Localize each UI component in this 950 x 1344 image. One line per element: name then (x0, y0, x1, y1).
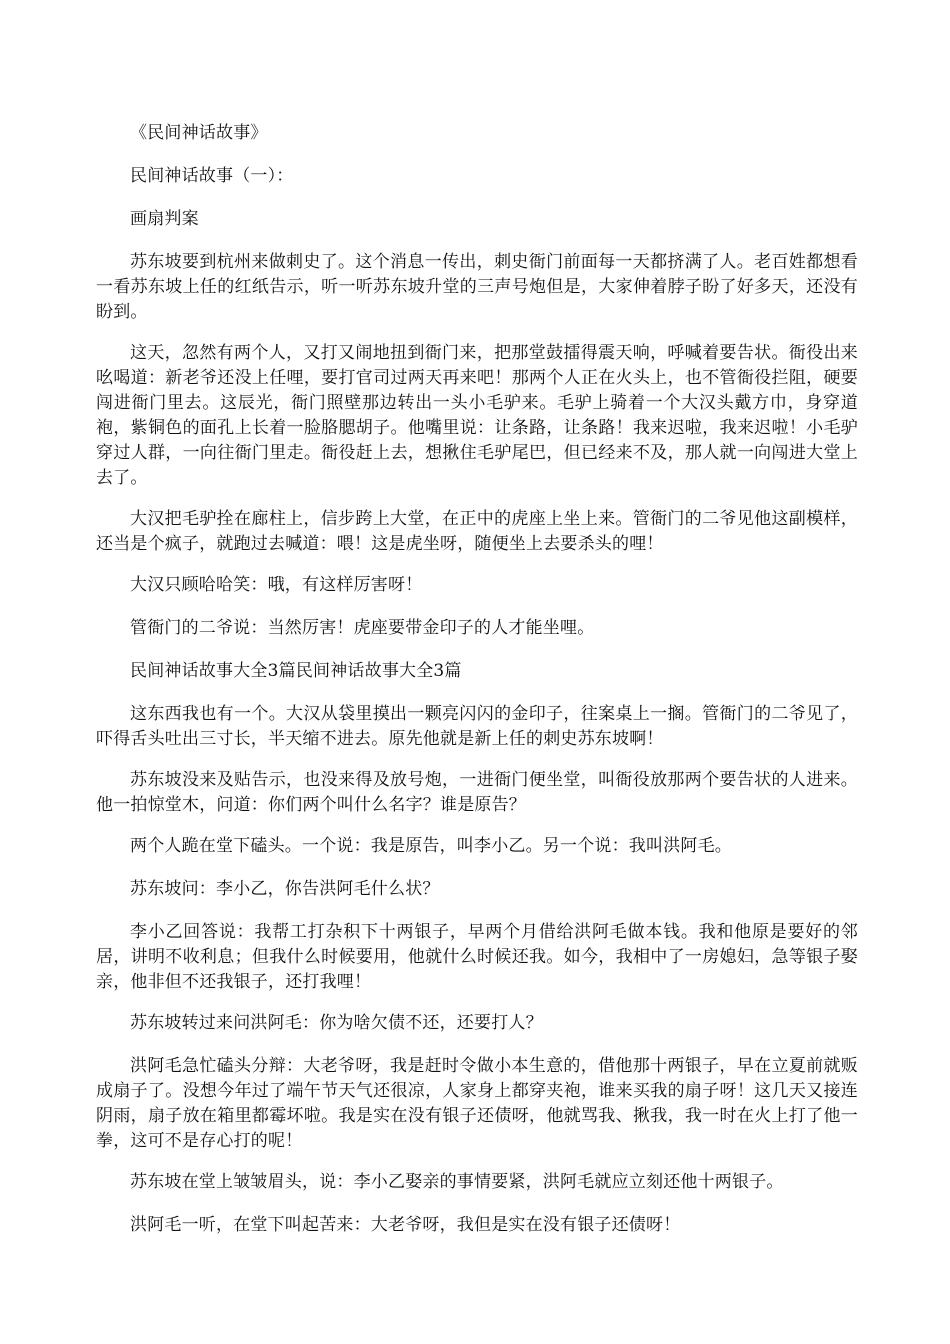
body-paragraph: 两个人跪在堂下磕头。一个说：我是原告，叫李小乙。另一个说：我叫洪阿毛。 (130, 836, 732, 856)
body-paragraph: 苏东坡问：李小乙，你告洪阿毛什么状？ (130, 879, 440, 899)
body-paragraph: 李小乙回答说：我帮工打杂积下十两银子，早两个月借给洪阿毛做本钱。我和他原是要好的邻居，讲明不收利息；但我什么时候要用，他就什么时候还我。如今，我相中了一房媳妇，急等银子娶亲，他非但不还我银子，还打我哩！ (96, 922, 858, 992)
story-title: 画扇判案 (130, 209, 199, 229)
body-paragraph: 苏东坡在堂上皱皱眉头，说：李小乙娶亲的事情要紧，洪阿毛就应立刻还他十两银子。 (130, 1172, 784, 1192)
body-paragraph: 苏东坡转过来问洪阿毛：你为啥欠债不还，还要打人？ (130, 1013, 543, 1033)
body-paragraph: 大汉把毛驴拴在廊柱上，信步跨上大堂，在正中的虎座上坐上来。管衙门的二爷见他这副模样，还当是个疯子，就跑过去喊道：喂！这是虎坐呀，随便坐上去要杀头的哩！ (96, 509, 858, 554)
body-paragraph: 这东西我也有一个。大汉从袋里摸出一颗亮闪闪的金印子，往案桌上一搁。管衙门的二爷见了，吓得舌头吐出三寸长，半天缩不进去。原先他就是新上任的刺史苏东坡啊！ (96, 704, 858, 749)
body-paragraph: 大汉只顾哈哈笑：哦，有这样厉害呀！ (130, 575, 423, 595)
inline-heading: 民间神话故事大全3篇民间神话故事大全3篇 (130, 661, 462, 681)
section-heading: 民间神话故事（一）： (130, 166, 294, 186)
body-paragraph: 洪阿毛一听，在堂下叫起苦来：大老爷呀，我但是实在没有银子还债呀！ (130, 1215, 681, 1235)
body-paragraph: 苏东坡没来及贴告示，也没来得及放号炮，一进衙门便坐堂，叫衙役放那两个要告状的人进来。他一拍惊堂木，问道：你们两个叫什么名字？谁是原告？ (96, 770, 858, 815)
body-paragraph: 洪阿毛急忙磕头分辩：大老爷呀，我是赶时令做小本生意的，借他那十两银子，早在立夏前就贩成扇子了。没想今年过了端午节天气还很凉，人家身上都穿夹袍，谁来买我的扇子呀！这几天又接连阴雨，扇子放在箱里都霉坏啦。我是实在没有银子还债呀，他就骂我、揪我，我一时在火上打了他一拳，这可不是存心打的呢！ (96, 1056, 858, 1151)
body-paragraph: 苏东坡要到杭州来做刺史了。这个消息一传出，刺史衙门前面每一天都挤满了人。老百姓都想看一看苏东坡上任的红纸告示，听一听苏东坡升堂的三声号炮但是，大家伸着脖子盼了好多天，还没有盼到。 (96, 252, 858, 322)
body-paragraph: 管衙门的二爷说：当然厉害！虎座要带金印子的人才能坐哩。 (130, 618, 595, 638)
document-title: 《民间神话故事》 (130, 123, 268, 143)
body-paragraph: 这天，忽然有两个人，又打又闹地扭到衙门来，把那堂鼓擂得震天响，呼喊着要告状。衙役出来吆喝道：新老爷还没上任哩，要打官司过两天再来吧！那两个人正在火头上，也不管衙役拦阻，硬要闯进衙门里去。这辰光，衙门照壁那边转出一头小毛驴来。毛驴上骑着一个大汉头戴方巾，身穿道袍，紫铜色的面孔上长着一脸胳腮胡子。他嘴里说：让条路，让条路！我来迟啦，我来迟啦！小毛驴穿过人群，一向往衙门里走。衙役赶上去，想揪住毛驴尾巴，但已经来不及，那人就一向闯进大堂上去了。 (96, 343, 858, 488)
